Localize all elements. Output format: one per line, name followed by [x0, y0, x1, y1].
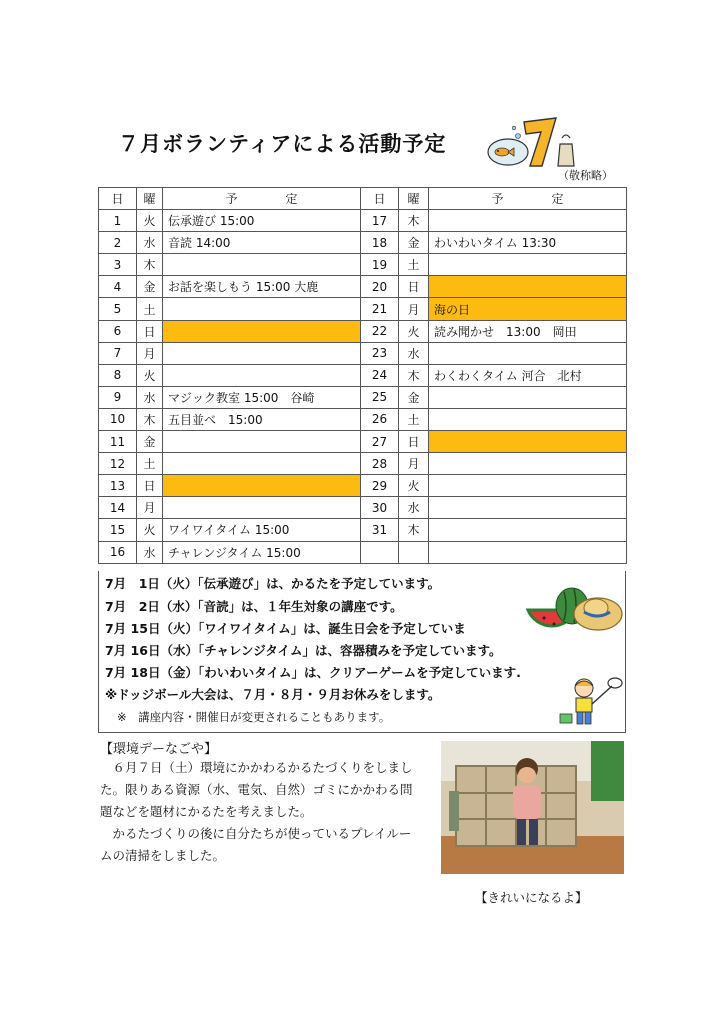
- note-line: 7月 18日（金）「わいわいタイム」は、クリアーゲームを予定しています.: [105, 665, 521, 680]
- event-cell: [163, 342, 361, 364]
- weekday-cell: 水: [137, 232, 163, 254]
- event-cell: 読み聞かせ 13:00 岡田: [429, 320, 627, 342]
- day-cell: 19: [361, 254, 399, 276]
- table-row: [99, 408, 627, 430]
- event-cell: [163, 475, 361, 497]
- header-weekday: 曜: [399, 188, 429, 210]
- weekday-cell: 木: [399, 210, 429, 232]
- day-cell: 22: [361, 320, 399, 342]
- event-cell: [429, 254, 627, 276]
- header-plan: 予 定: [429, 188, 627, 210]
- day-cell: 15: [99, 519, 137, 541]
- table-row: [99, 210, 627, 232]
- weekday-cell: 日: [137, 320, 163, 342]
- photo-caption: 【きれいになるよ】: [475, 890, 588, 905]
- event-cell: [429, 408, 627, 430]
- weekday-cell: 月: [399, 298, 429, 320]
- event-cell: [429, 475, 627, 497]
- table-row: [99, 364, 627, 386]
- event-cell: ワイワイタイム 15:00: [163, 519, 361, 541]
- day-cell: 24: [361, 364, 399, 386]
- event-cell: [163, 497, 361, 519]
- event-cell: [163, 254, 361, 276]
- note-line: 7月 2日（水）「音読」は、１年生対象の講座です。: [105, 599, 403, 614]
- weekday-cell: 日: [399, 276, 429, 298]
- weekday-cell: 木: [399, 364, 429, 386]
- event-cell: [163, 320, 361, 342]
- event-cell: [163, 453, 361, 475]
- weekday-cell: 水: [399, 342, 429, 364]
- note-line: 7月 1日（火）「伝承遊び」は、かるたを予定しています。: [105, 576, 441, 591]
- table-row: [99, 519, 627, 541]
- kid-with-net-illustration: [558, 676, 624, 732]
- weekday-cell: 土: [137, 298, 163, 320]
- table-row: [99, 232, 627, 254]
- table-row: [99, 475, 627, 497]
- weekday-cell: 水: [399, 497, 429, 519]
- day-cell: 7: [99, 342, 137, 364]
- event-cell: [429, 276, 627, 298]
- event-cell: [429, 431, 627, 453]
- day-cell: 16: [99, 541, 137, 563]
- day-cell: 9: [99, 386, 137, 408]
- table-row: [99, 497, 627, 519]
- env-paragraph: ６月７日（土）環境にかかわるかるたづくりをしました。限りある資源（水、電気、自然）ゴミにかかわる問題などを題材にかるたを考えました。: [100, 760, 413, 819]
- weekday-cell: 火: [137, 519, 163, 541]
- header-day: 日: [99, 188, 137, 210]
- event-cell: 海の日: [429, 298, 627, 320]
- day-cell: 18: [361, 232, 399, 254]
- day-cell: [361, 541, 399, 563]
- weekday-cell: 火: [137, 210, 163, 232]
- day-cell: 10: [99, 408, 137, 430]
- day-cell: 17: [361, 210, 399, 232]
- day-cell: 8: [99, 364, 137, 386]
- note-line: 7月 15日（火）「ワイワイタイム」は、誕生日会を予定していま: [105, 621, 466, 636]
- weekday-cell: 木: [137, 408, 163, 430]
- weekday-cell: [399, 541, 429, 563]
- weekday-cell: 火: [399, 320, 429, 342]
- weekday-cell: 火: [137, 364, 163, 386]
- day-cell: 21: [361, 298, 399, 320]
- weekday-cell: 木: [137, 254, 163, 276]
- weekday-cell: 月: [137, 342, 163, 364]
- change-notice: ※ 講座内容・開催日が変更されることもあります。: [117, 710, 391, 724]
- day-cell: 6: [99, 320, 137, 342]
- event-cell: マジック教室 15:00 谷崎: [163, 386, 361, 408]
- day-cell: 27: [361, 431, 399, 453]
- event-cell: [429, 386, 627, 408]
- day-cell: 26: [361, 408, 399, 430]
- event-cell: [429, 541, 627, 563]
- day-cell: 4: [99, 276, 137, 298]
- day-cell: 20: [361, 276, 399, 298]
- event-cell: [429, 342, 627, 364]
- event-cell: 伝承遊び 15:00: [163, 210, 361, 232]
- env-paragraph: かるたづくりの後に自分たちが使っているプレイルームの清掃をしました。: [100, 826, 412, 863]
- weekday-cell: 日: [399, 431, 429, 453]
- weekday-cell: 水: [137, 386, 163, 408]
- table-row: [99, 342, 627, 364]
- day-cell: 31: [361, 519, 399, 541]
- day-cell: 23: [361, 342, 399, 364]
- table-row: [99, 431, 627, 453]
- note-line: 7月 16日（水）「チャレンジタイム」は、容器積みを予定しています。: [105, 643, 502, 658]
- day-cell: 12: [99, 453, 137, 475]
- event-cell: [429, 210, 627, 232]
- table-row: [99, 298, 627, 320]
- table-row: [99, 276, 627, 298]
- day-cell: 14: [99, 497, 137, 519]
- day-cell: 3: [99, 254, 137, 276]
- header-plan: 予 定: [163, 188, 361, 210]
- event-cell: わくわくタイム 河合 北村: [429, 364, 627, 386]
- day-cell: 30: [361, 497, 399, 519]
- weekday-cell: 月: [399, 453, 429, 475]
- weekday-cell: 火: [399, 475, 429, 497]
- watermelon-hat-illustration: [524, 576, 624, 642]
- weekday-cell: 土: [399, 254, 429, 276]
- env-section-title: 【環境デーなごや】: [100, 742, 218, 757]
- weekday-cell: 水: [137, 541, 163, 563]
- event-cell: 音読 14:00: [163, 232, 361, 254]
- header-day: 日: [361, 188, 399, 210]
- note-line: ※ドッジボール大会は、７月・８月・９月お休みをします。: [105, 687, 441, 702]
- event-cell: 五目並べ 15:00: [163, 408, 361, 430]
- weekday-cell: 土: [399, 408, 429, 430]
- page-title: ７月ボランティアによる活動予定: [118, 132, 447, 156]
- table-row: [99, 541, 627, 563]
- event-cell: [429, 453, 627, 475]
- schedule-table: [98, 187, 627, 564]
- weekday-cell: 土: [137, 453, 163, 475]
- env-section-body: [100, 757, 418, 867]
- day-cell: 11: [99, 431, 137, 453]
- cleaning-photo: [441, 741, 624, 874]
- header-weekday: 曜: [137, 188, 163, 210]
- weekday-cell: 月: [137, 497, 163, 519]
- table-row: [99, 254, 627, 276]
- table-row: [99, 453, 627, 475]
- event-cell: わいわいタイム 13:30: [429, 232, 627, 254]
- event-cell: チャレンジタイム 15:00: [163, 541, 361, 563]
- event-cell: [163, 431, 361, 453]
- table-header-row: [99, 188, 627, 210]
- weekday-cell: 木: [399, 519, 429, 541]
- table-row: [99, 320, 627, 342]
- event-cell: [163, 364, 361, 386]
- event-cell: お話を楽しもう 15:00 大鹿: [163, 276, 361, 298]
- weekday-cell: 日: [137, 475, 163, 497]
- day-cell: 2: [99, 232, 137, 254]
- event-cell: [429, 519, 627, 541]
- table-row: [99, 386, 627, 408]
- day-cell: 13: [99, 475, 137, 497]
- day-cell: 1: [99, 210, 137, 232]
- day-cell: 25: [361, 386, 399, 408]
- day-cell: 5: [99, 298, 137, 320]
- weekday-cell: 金: [399, 386, 429, 408]
- event-cell: [429, 497, 627, 519]
- event-cell: [163, 298, 361, 320]
- day-cell: 28: [361, 453, 399, 475]
- honorific-note: （敬称略）: [558, 169, 613, 182]
- weekday-cell: 金: [137, 276, 163, 298]
- weekday-cell: 金: [399, 232, 429, 254]
- weekday-cell: 金: [137, 431, 163, 453]
- goldfish-seven-illustration: [486, 108, 582, 170]
- day-cell: 29: [361, 475, 399, 497]
